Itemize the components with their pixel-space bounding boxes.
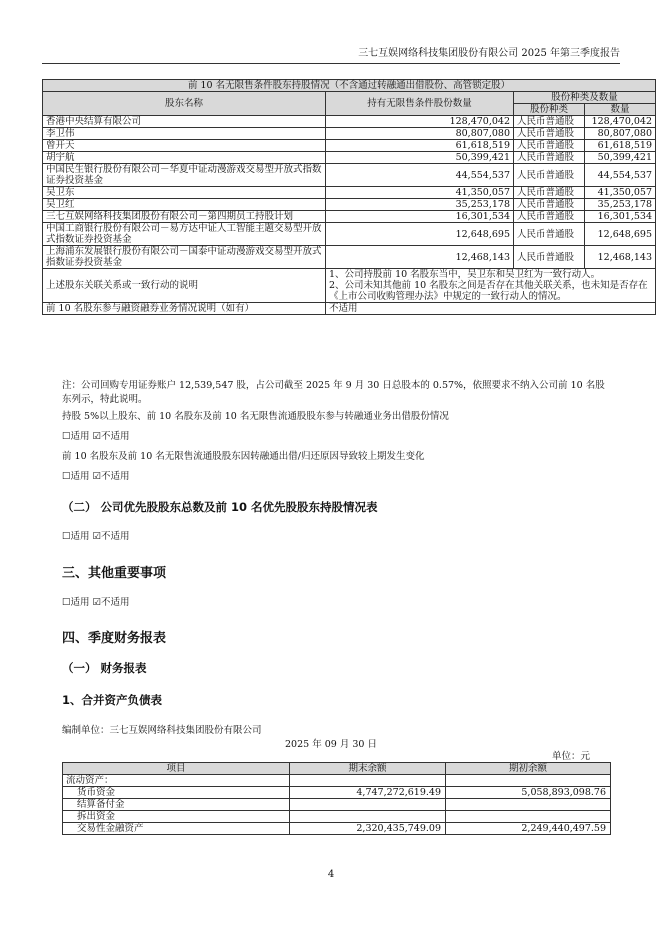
top10-shareholders-table xyxy=(42,79,656,315)
related-parties-row xyxy=(43,269,656,303)
margin-trading-row xyxy=(43,303,656,315)
section-heading: （一） 财务报表 xyxy=(62,661,147,675)
table-row: 三七互娱网络科技集团股份有限公司－第四期员工持股计划 16,301,534 人民币普通股 16,301,534 xyxy=(43,211,656,223)
table-row: 中国工商银行股份有限公司－易方达中证人工智能主题交易型开放式指数证券投资基金 12,648,695 人民币普通股 12,648,695 xyxy=(43,223,656,246)
compiler-unit: 编制单位：三七互娱网络科技集团股份有限公司 xyxy=(62,725,262,736)
table-row: 吴卫东 41,350,057 人民币普通股 41,350,057 xyxy=(43,187,656,199)
col-header-type: 股份种类 xyxy=(514,104,585,116)
change-paragraph: 前 10 名股东及前 10 名无限售流通股股东因转融通出借/归还原因导致较上期发生变化 xyxy=(62,451,425,462)
table-row: 曾开天 61,618,519 人民币普通股 61,618,519 xyxy=(43,140,656,152)
applicability-check: ☐适用 ☑不适用 xyxy=(62,531,130,542)
col-header-end: 期末余额 xyxy=(290,763,446,775)
margin-label: 前 10 名股东参与融资融券业务情况说明（如有） xyxy=(43,303,326,315)
lending-paragraph: 持股 5%以上股东、前 10 名股东及前 10 名无限售流通股股东参与转融通业务出借股份情况 xyxy=(62,411,449,422)
table-row: 货币资金 4,747,272,619.49 5,058,893,098.76 xyxy=(63,787,611,799)
section-heading: 三、其他重要事项 xyxy=(62,566,167,581)
report-date: 2025 年 09 月 30 日 xyxy=(285,739,377,750)
table-row: 胡宇航 50,399,421 人民币普通股 50,399,421 xyxy=(43,152,656,164)
table-row: 香港中央结算有限公司 128,470,042 人民币普通股 128,470,042 xyxy=(43,116,656,128)
margin-value: 不适用 xyxy=(326,303,656,315)
table-row: 中国民生银行股份有限公司－华夏中证动漫游戏交易型开放式指数证券投资基金 44,554,537 人民币普通股 44,554,537 xyxy=(43,164,656,187)
table-row: 交易性金融资产 2,320,435,749.09 2,249,440,497.59 xyxy=(63,823,611,835)
balance-sheet-table xyxy=(62,762,611,835)
table-caption: 前 10 名无限售条件股东持股情况（不含通过转融通出借股份、高管锁定股） xyxy=(43,80,656,92)
applicability-check: ☐适用 ☑不适用 xyxy=(62,597,130,608)
section-heading: （二） 公司优先股股东总数及前 10 名优先股股东持股情况表 xyxy=(62,500,378,514)
table-row: 李卫伟 80,807,080 人民币普通股 80,807,080 xyxy=(43,128,656,140)
col-header-type-group: 股份种类及数量 xyxy=(514,92,656,104)
page-number: 4 xyxy=(327,869,335,880)
col-header-qty: 数量 xyxy=(585,104,656,116)
col-header-shares: 持有无限售条件股份数量 xyxy=(326,92,514,116)
table-row: 拆出资金 xyxy=(63,811,611,823)
buyback-note: 注：公司回购专用证券账户 12,539,547 股，占公司截至 2025 年 9 月 30 日总股本的 0.57%，依照要求不纳入公司前 10 名股东列示，特此说明。 xyxy=(62,380,605,405)
applicability-check: ☐适用 ☑不适用 xyxy=(62,471,130,482)
section-heading: 四、季度财务报表 xyxy=(62,631,167,646)
applicability-check: ☐适用 ☑不适用 xyxy=(62,431,130,442)
table-row: 上海浦东发展银行股份有限公司－国泰中证动漫游戏交易型开放式指数证券投资基金 12,468,143 人民币普通股 12,468,143 xyxy=(43,246,656,269)
related-text: 1、公司持股前 10 名股东当中，吴卫东和吴卫红为一致行动人。 2、公司未知其他前 10 名股东之间是否存在其他关联关系，也未知是否存在《上市公司收购管理办法》中规定的一致行动人的情况。 xyxy=(326,269,656,303)
col-header-item: 项目 xyxy=(63,763,290,775)
currency-unit: 单位：元 xyxy=(551,751,590,762)
col-header-name: 股东名称 xyxy=(43,92,326,116)
table-row: 吴卫红 35,253,178 人民币普通股 35,253,178 xyxy=(43,199,656,211)
table-row: 结算备付金 xyxy=(63,799,611,811)
table-row: 流动资产： xyxy=(63,775,611,787)
related-label: 上述股东关联关系或一致行动的说明 xyxy=(43,269,326,303)
page-header: 三七互娱网络科技集团股份有限公司 2025 年第三季度报告 xyxy=(42,44,620,64)
section-heading: 1、合并资产负债表 xyxy=(62,693,163,707)
col-header-begin: 期初余额 xyxy=(446,763,611,775)
